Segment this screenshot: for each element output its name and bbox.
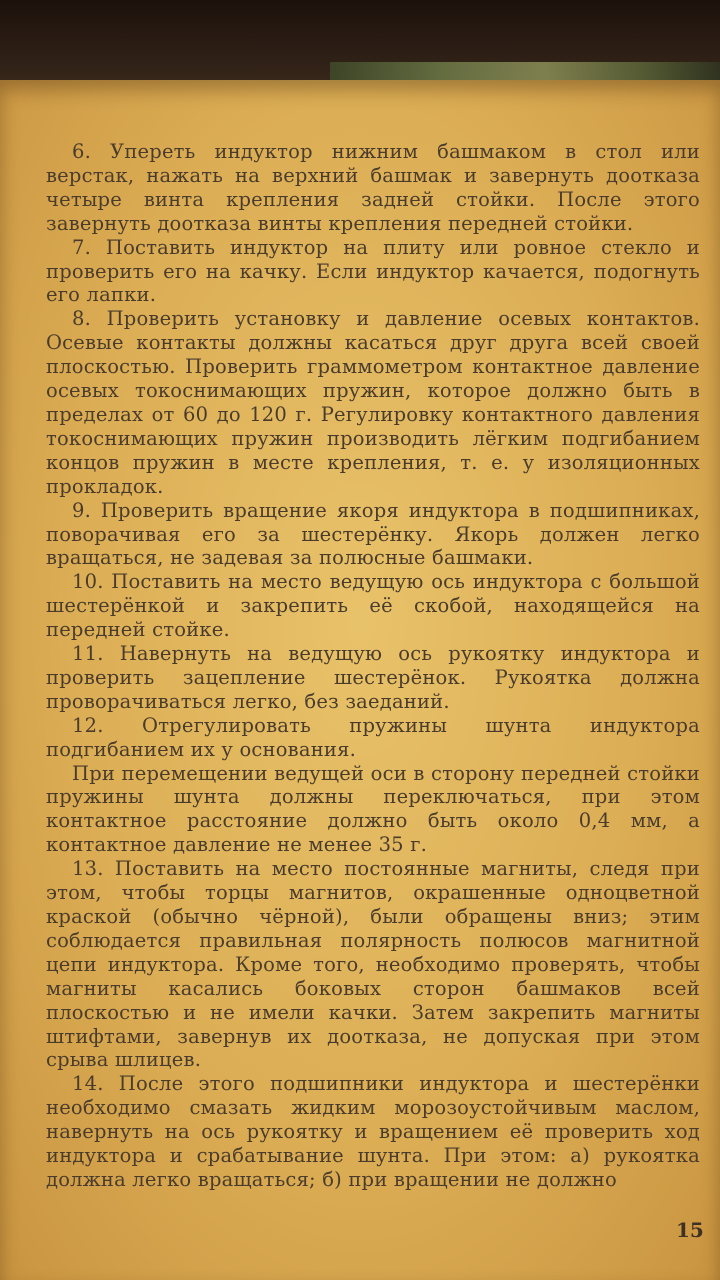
paragraph-9: 9. Проверить вращение якоря индуктора в подшипниках, поворачивая его за шестерёнку. Якорь должен легко вращаться, не задевая за полюсные башмаки. xyxy=(46,498,700,570)
page-text xyxy=(46,140,700,1192)
page-number: 15 xyxy=(676,1218,704,1242)
paragraph-11: 11. Навернуть на ведущую ось рукоятку индуктора и проверить зацепление шестерёнок. Рукоятка должна проворачиваться легко, без заеданий. xyxy=(46,642,700,713)
paragraph-14: 14. После этого подшипники индуктора и шестерёнки необходимо смазать жидким морозоустойчивым маслом, навернуть на ось рукоятку и вращением её проверить ход индуктора и срабатывание шунта. При этом: а) рукоятка должна легко вращаться; б) при вращении не должно xyxy=(46,1072,700,1191)
paragraph-6: 6. Упереть индуктор нижним башмаком в стол или верстак, нажать на верхний башмак и завернуть доотказа четыре винта крепления задней стойки. После этого завернуть доотказа винты крепления передней стойки. xyxy=(46,140,700,235)
paragraph-10: 10. Поставить на место ведущую ось индуктора с большой шестерёнкой и закрепить её скобой, находящейся на передней стойке. xyxy=(46,570,700,642)
paragraph-7: 7. Поставить индуктор на плиту или ровное стекло и проверить его на качку. Если индуктор качается, подогнуть его лапки. xyxy=(46,235,700,307)
paragraph-12: 12. Отрегулировать пружины шунта индуктора подгибанием их у основания. xyxy=(46,713,700,761)
paragraph-13: 13. Поставить на место постоянные магниты, следя при этом, чтобы торцы магнитов, окрашенные одноцветной краской (обычно чёрной), были обращены вниз; этим соблюдается правильная полярность полюсов магнитной цепи индуктора. Кроме того, необходимо проверять, чтобы магниты касались боковых сторон башмаков всей плоскостью и не имели качки. Затем закрепить магниты штифтами, завернув их доотказа, не допуская при этом срыва шлицев. xyxy=(46,857,700,1072)
paragraph-12-note: При перемещении ведущей оси в сторону передней стойки пружины шунта должны переключаться, при этом контактное расстояние должно быть около 0,4 мм, а контактное давление не менее 35 г. xyxy=(46,761,700,857)
paragraph-8: 8. Проверить установку и давление осевых контактов. Осевые контакты должны касаться друг друга всей своей плоскостью. Проверить граммометром контактное давление осевых токоснимающих пружин, которое должно быть в пределах от 60 до 120 г. Регулировку контактного давления токоснимающих пружин производить лёгким подгибанием концов пружин в месте крепления, т. е. у изоляционных прокладок. xyxy=(46,307,700,498)
